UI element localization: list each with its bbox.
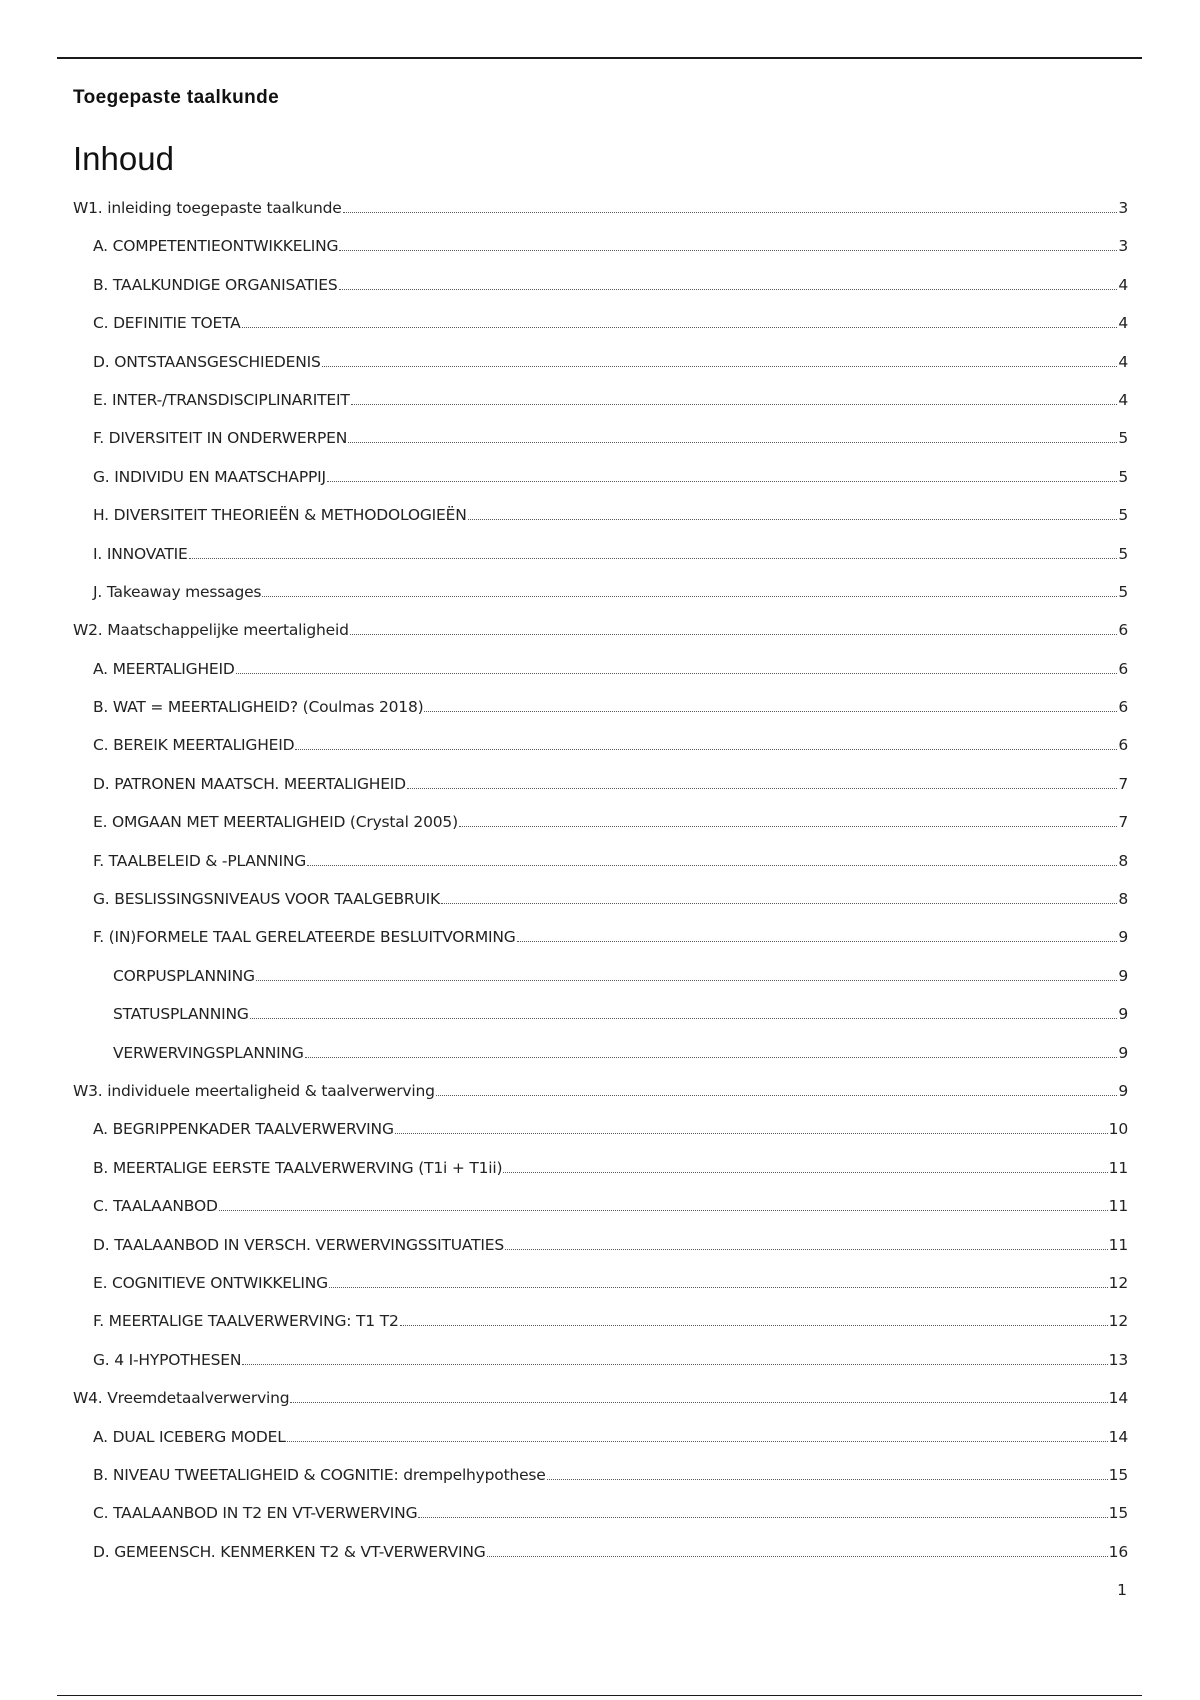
- toc-entry-page: 9: [1118, 1081, 1128, 1100]
- toc-dot-leader: [262, 584, 1117, 597]
- toc-dot-leader: [407, 776, 1117, 789]
- footer-rule: [57, 1695, 1142, 1696]
- toc-dot-leader: [287, 1429, 1108, 1442]
- toc-entry[interactable]: [73, 1072, 1128, 1110]
- toc-entry-title: F. MEERTALIGE TAALVERWERVING: T1 T2: [93, 1312, 399, 1331]
- toc-entry[interactable]: [73, 343, 1128, 381]
- toc-entry[interactable]: [73, 1226, 1128, 1264]
- toc-entry-page: 5: [1118, 506, 1128, 525]
- toc-entry-title: C. TAALAANBOD: [93, 1197, 218, 1216]
- toc-entry[interactable]: [73, 880, 1128, 918]
- toc-entry[interactable]: [73, 1187, 1128, 1225]
- toc-entry[interactable]: [73, 995, 1128, 1033]
- toc-entry[interactable]: [73, 1149, 1128, 1187]
- toc-dot-leader: [424, 699, 1117, 712]
- toc-entry[interactable]: [73, 573, 1128, 611]
- toc-dot-leader: [295, 738, 1117, 751]
- toc-entry-page: 9: [1118, 1043, 1128, 1062]
- toc-entry-title: J. Takeaway messages: [93, 582, 262, 601]
- toc-entry[interactable]: [73, 419, 1128, 457]
- toc-entry-title: CORPUSPLANNING: [113, 966, 255, 985]
- toc-dot-leader: [348, 431, 1117, 444]
- toc-entry-page: 11: [1108, 1235, 1128, 1254]
- toc-entry-page: 13: [1108, 1350, 1128, 1369]
- toc-entry-title: B. MEERTALIGE EERSTE TAALVERWERVING (T1i + T1ii): [93, 1158, 503, 1177]
- toc-entry-title: F. DIVERSITEIT IN ONDERWERPEN: [93, 429, 348, 448]
- toc-entry-page: 6: [1118, 736, 1128, 755]
- toc-dot-leader: [242, 1352, 1107, 1365]
- toc-entry-title: W3. individuele meertaligheid & taalverwerving: [73, 1081, 435, 1100]
- toc-dot-leader: [242, 316, 1118, 329]
- toc-entry-title: E. INTER-/TRANSDISCIPLINARITEIT: [93, 390, 350, 409]
- toc-entry-page: 3: [1118, 237, 1128, 256]
- toc-entry[interactable]: [73, 1533, 1128, 1571]
- toc-entry-title: B. NIVEAU TWEETALIGHEID & COGNITIE: drempelhypothese: [93, 1465, 546, 1484]
- toc-dot-leader: [441, 891, 1117, 904]
- toc-dot-leader: [459, 815, 1117, 828]
- toc-entry-page: 7: [1118, 774, 1128, 793]
- toc-entry-page: 6: [1118, 698, 1128, 717]
- toc-entry-page: 4: [1118, 314, 1128, 333]
- toc-heading: Inhoud: [73, 140, 174, 177]
- toc-entry-title: E. COGNITIEVE ONTWIKKELING: [93, 1273, 328, 1292]
- toc-dot-leader: [250, 1007, 1118, 1020]
- toc-dot-leader: [517, 930, 1118, 943]
- toc-entry-title: D. GEMEENSCH. KENMERKEN T2 & VT-VERWERVING: [93, 1542, 486, 1561]
- toc-dot-leader: [418, 1506, 1107, 1519]
- toc-entry-page: 5: [1118, 544, 1128, 563]
- toc-dot-leader: [351, 392, 1118, 405]
- toc-dot-leader: [236, 661, 1118, 674]
- toc-entry-page: 14: [1108, 1427, 1128, 1446]
- toc-entry-title: A. DUAL ICEBERG MODEL: [93, 1427, 286, 1446]
- toc-entry[interactable]: [73, 688, 1128, 726]
- toc-dot-leader: [339, 277, 1118, 290]
- toc-entry-page: 5: [1118, 582, 1128, 601]
- table-of-contents: [73, 189, 1128, 1571]
- toc-entry[interactable]: [73, 1341, 1128, 1379]
- toc-dot-leader: [350, 623, 1118, 636]
- toc-dot-leader: [400, 1314, 1108, 1327]
- toc-entry-page: 11: [1108, 1197, 1128, 1216]
- toc-entry-page: 4: [1118, 390, 1128, 409]
- toc-entry[interactable]: [73, 458, 1128, 496]
- toc-entry-page: 7: [1118, 813, 1128, 832]
- toc-dot-leader: [329, 1275, 1108, 1288]
- toc-dot-leader: [547, 1467, 1108, 1480]
- toc-entry[interactable]: [73, 1034, 1128, 1072]
- toc-entry[interactable]: [73, 1264, 1128, 1302]
- toc-entry-page: 3: [1118, 199, 1128, 217]
- toc-entry-title: D. TAALAANBOD IN VERSCH. VERWERVINGSSITUATIES: [93, 1235, 504, 1254]
- toc-entry-title: E. OMGAAN MET MEERTALIGHEID (Crystal 2005): [93, 813, 458, 832]
- header-rule: [57, 57, 1142, 59]
- toc-entry-page: 10: [1108, 1120, 1128, 1139]
- toc-entry-title: W1. inleiding toegepaste taalkunde: [73, 199, 342, 217]
- toc-entry-title: B. TAALKUNDIGE ORGANISATIES: [93, 275, 338, 294]
- toc-entry[interactable]: [73, 726, 1128, 764]
- toc-dot-leader: [395, 1122, 1108, 1135]
- toc-dot-leader: [339, 239, 1117, 252]
- toc-entry-title: I. INNOVATIE: [93, 544, 188, 563]
- toc-entry[interactable]: [73, 957, 1128, 995]
- toc-entry[interactable]: [73, 266, 1128, 304]
- toc-dot-leader: [503, 1160, 1107, 1173]
- toc-dot-leader: [305, 1045, 1118, 1058]
- toc-entry-title: F. (IN)FORMELE TAAL GERELATEERDE BESLUITVORMING: [93, 928, 516, 947]
- toc-entry-page: 6: [1118, 621, 1128, 640]
- toc-entry-title: VERWERVINGSPLANNING: [113, 1043, 304, 1062]
- toc-dot-leader: [322, 354, 1118, 367]
- toc-entry-page: 15: [1108, 1465, 1128, 1484]
- toc-entry-title: A. BEGRIPPENKADER TAALVERWERVING: [93, 1120, 394, 1139]
- toc-entry-page: 12: [1108, 1312, 1128, 1331]
- toc-dot-leader: [343, 200, 1118, 213]
- toc-entry-page: 8: [1118, 851, 1128, 870]
- toc-entry[interactable]: [73, 765, 1128, 803]
- toc-entry-title: F. TAALBELEID & -PLANNING: [93, 851, 307, 870]
- toc-entry[interactable]: [73, 1494, 1128, 1532]
- toc-entry-title: C. BEREIK MEERTALIGHEID: [93, 736, 295, 755]
- toc-entry-title: H. DIVERSITEIT THEORIEËN & METHODOLOGIEËN: [93, 506, 467, 525]
- toc-entry-title: C. DEFINITIE TOETA: [93, 314, 241, 333]
- toc-entry-title: W4. Vreemdetaalverwerving: [73, 1389, 290, 1408]
- toc-entry-page: 5: [1118, 467, 1128, 486]
- toc-entry[interactable]: [73, 803, 1128, 841]
- toc-dot-leader: [327, 469, 1117, 482]
- toc-entry-page: 8: [1118, 890, 1128, 909]
- toc-entry-page: 9: [1118, 1005, 1128, 1024]
- toc-entry-title: D. PATRONEN MAATSCH. MEERTALIGHEID: [93, 774, 406, 793]
- toc-entry-title: G. 4 I-HYPOTHESEN: [93, 1350, 242, 1369]
- toc-entry-title: C. TAALAANBOD IN T2 EN VT-VERWERVING: [93, 1504, 418, 1523]
- toc-entry-page: 14: [1108, 1389, 1128, 1408]
- toc-entry[interactable]: [73, 189, 1128, 227]
- toc-entry-page: 11: [1108, 1158, 1128, 1177]
- page-number: 1: [1117, 1581, 1127, 1599]
- toc-entry[interactable]: [73, 304, 1128, 342]
- toc-entry[interactable]: [73, 496, 1128, 534]
- toc-entry[interactable]: [73, 1456, 1128, 1494]
- toc-entry[interactable]: [73, 1110, 1128, 1148]
- toc-entry[interactable]: [73, 381, 1128, 419]
- toc-entry-page: 5: [1118, 429, 1128, 448]
- toc-entry[interactable]: [73, 535, 1128, 573]
- toc-entry[interactable]: [73, 918, 1128, 956]
- toc-entry-title: A. MEERTALIGHEID: [93, 659, 235, 678]
- toc-entry-page: 16: [1108, 1542, 1128, 1561]
- toc-entry[interactable]: [73, 1302, 1128, 1340]
- toc-entry-title: STATUSPLANNING: [113, 1005, 249, 1024]
- toc-entry[interactable]: [73, 842, 1128, 880]
- toc-dot-leader: [436, 1083, 1118, 1096]
- toc-entry[interactable]: [73, 611, 1128, 649]
- toc-entry-page: 12: [1108, 1273, 1128, 1292]
- toc-dot-leader: [290, 1390, 1107, 1403]
- toc-dot-leader: [307, 853, 1117, 866]
- toc-entry-page: 4: [1118, 352, 1128, 371]
- toc-entry[interactable]: [73, 650, 1128, 688]
- toc-entry-title: B. WAT = MEERTALIGHEID? (Coulmas 2018): [93, 698, 424, 717]
- document-header-title: Toegepaste taalkunde: [73, 87, 280, 108]
- toc-dot-leader: [219, 1199, 1108, 1212]
- toc-entry[interactable]: [73, 1379, 1128, 1417]
- toc-entry[interactable]: [73, 1418, 1128, 1456]
- toc-entry-page: 6: [1118, 659, 1128, 678]
- toc-dot-leader: [487, 1544, 1108, 1557]
- toc-entry-title: G. INDIVIDU EN MAATSCHAPPIJ: [93, 467, 326, 486]
- toc-entry[interactable]: [73, 227, 1128, 265]
- toc-entry-title: D. ONTSTAANSGESCHIEDENIS: [93, 352, 321, 371]
- toc-entry-title: A. COMPETENTIEONTWIKKELING: [93, 237, 339, 256]
- toc-dot-leader: [468, 508, 1118, 521]
- toc-entry-title: G. BESLISSINGSNIVEAUS VOOR TAALGEBRUIK: [93, 890, 440, 909]
- toc-entry-title: W2. Maatschappelijke meertaligheid: [73, 621, 349, 640]
- toc-entry-page: 9: [1118, 966, 1128, 985]
- toc-dot-leader: [505, 1237, 1108, 1250]
- toc-dot-leader: [189, 546, 1118, 559]
- toc-dot-leader: [256, 968, 1117, 981]
- toc-entry-page: 15: [1108, 1504, 1128, 1523]
- toc-entry-page: 4: [1118, 275, 1128, 294]
- toc-entry-page: 9: [1118, 928, 1128, 947]
